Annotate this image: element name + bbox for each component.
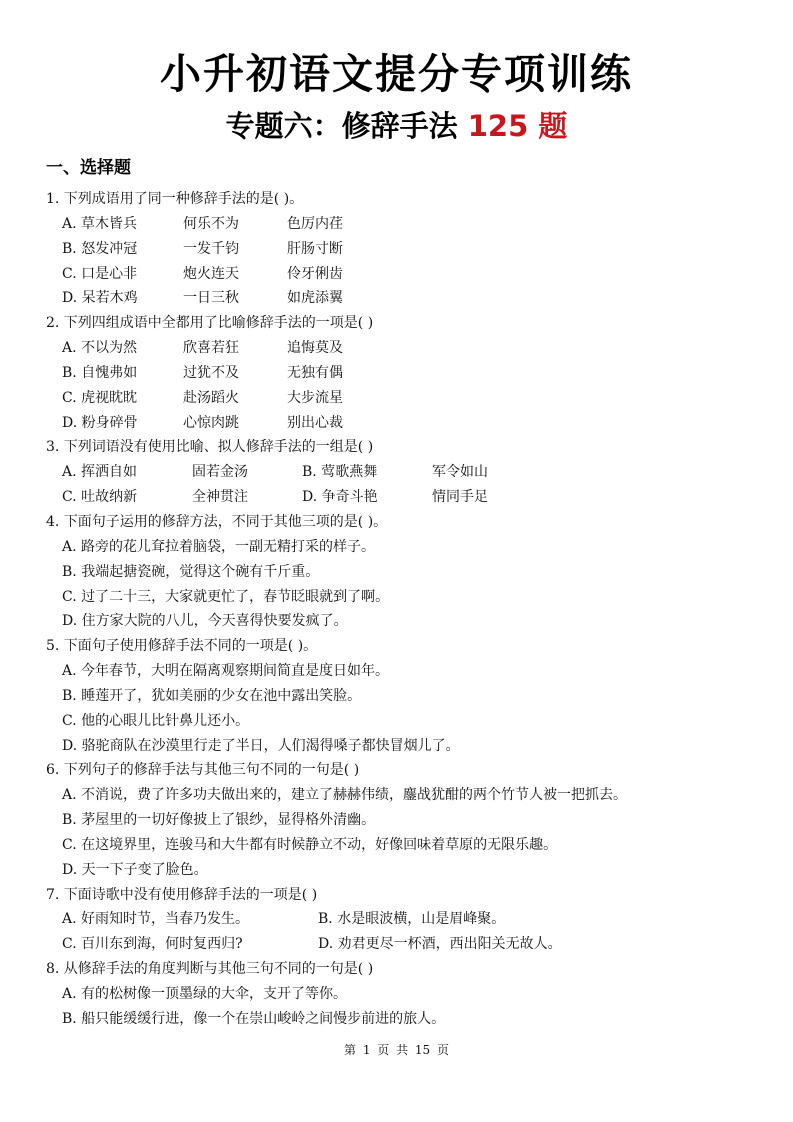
option-line: C. 在这境界里，连骏马和大牛都有时候静立不动，好像回味着草原的无限乐趣。 [62, 836, 558, 853]
option-cell: B. 怒发冲冠 [62, 240, 138, 257]
option-cell: 色厉内荏 [287, 215, 343, 232]
option-line: B. 茅屋里的一切好像披上了银纱，显得格外清幽。 [62, 812, 376, 829]
question-stem: 6. 下列句子的修辞手法与其他三句不同的一句是( ) [46, 762, 360, 779]
option-cell: D. 呆若木鸡 [62, 290, 138, 307]
option-row [0, 411, 793, 436]
option-cell: 追悔莫及 [287, 340, 343, 357]
question-stem: 1. 下列成语用了同一种修辞手法的是( )。 [46, 191, 304, 207]
option-cell: 过犹不及 [183, 364, 239, 381]
page-title: 小升初语文提分专项训练 [160, 50, 633, 98]
option-cell: 别出心裁 [287, 414, 343, 431]
option-cell: A. 草木皆兵 [62, 215, 138, 232]
option-line: B. 睡莲开了，犹如美丽的少女在池中露出笑脸。 [62, 687, 362, 704]
option-cell: B. 自愧弗如 [62, 364, 138, 381]
option-cell: 肝肠寸断 [287, 240, 343, 257]
option-cell: 赴汤蹈火 [183, 389, 239, 406]
option-cell: D. 劝君更尽一杯酒，西出阳关无故人。 [318, 936, 562, 953]
question-list [0, 187, 793, 1032]
option-cell: A. 挥洒自如 [62, 464, 138, 481]
option-cell: 一发千钧 [183, 240, 239, 257]
option-row [0, 336, 793, 361]
subtitle-prefix: 专题六：修辞手法 [225, 109, 458, 143]
option-cell: B. 莺歌燕舞 [302, 464, 378, 481]
option-row [0, 907, 793, 932]
option-row [0, 460, 793, 485]
option-row [0, 212, 793, 237]
option-cell: 军令如山 [432, 464, 488, 481]
option-line: A. 不消说，费了许多功夫做出来的，建立了赫赫伟绩，鏖战犹酣的两个竹节人被一把抓去。 [62, 787, 628, 804]
option-cell: 情同手足 [432, 489, 488, 506]
section-heading: 一、选择题 [46, 158, 131, 178]
option-cell: 何乐不为 [183, 215, 239, 232]
option-cell: B. 水是眼波横，山是眉峰聚。 [318, 911, 506, 928]
option-cell: 无独有偶 [287, 364, 343, 381]
option-cell: 一日三秋 [183, 290, 239, 307]
question-stem: 7. 下面诗歌中没有使用修辞手法的一项是( ) [46, 886, 318, 903]
option-cell: C. 吐故纳新 [62, 489, 138, 506]
option-cell: A. 好雨知时节，当春乃发生。 [62, 911, 250, 928]
question-stem: 4. 下面句子运用的修辞方法，不同于其他三项的是( )。 [46, 513, 388, 530]
option-cell: C. 口是心非 [62, 265, 138, 282]
option-line: D. 骆驼商队在沙漠里行走了半日，人们渴得嗓子都快冒烟儿了。 [62, 737, 460, 754]
question-stem: 3. 下列词语没有使用比喻、拟人修辞手法的一组是( ) [46, 439, 374, 456]
option-row [0, 485, 793, 510]
option-line: A. 路旁的花儿耷拉着脑袋，一副无精打采的样子。 [62, 538, 376, 555]
page-number: 第 1 页 共 15 页 [344, 1043, 449, 1057]
option-line: C. 他的心眼儿比针鼻儿还小。 [62, 712, 250, 729]
option-row [0, 286, 793, 311]
option-cell: 欣喜若狂 [183, 340, 239, 357]
option-row [0, 262, 793, 287]
question-stem: 2. 下列四组成语中全都用了比喻修辞手法的一项是( ) [46, 315, 374, 332]
option-cell: 如虎添翼 [287, 290, 343, 307]
option-cell: 炮火连天 [183, 265, 239, 282]
option-row [0, 237, 793, 262]
option-line: B. 船只能缓缓行进，像一个在崇山峻岭之间慢步前进的旅人。 [62, 1010, 446, 1027]
option-row [0, 932, 793, 957]
option-cell: 大步流星 [287, 389, 343, 406]
question-stem: 5. 下面句子使用修辞手法不同的一项是( )。 [46, 638, 318, 655]
subtitle-question-count: 125 题 [467, 109, 568, 143]
option-cell: 伶牙俐齿 [287, 265, 343, 282]
option-cell: A. 不以为然 [62, 340, 138, 357]
page-subtitle [0, 106, 793, 146]
option-line: B. 我端起搪瓷碗，觉得这个碗有千斤重。 [62, 563, 320, 580]
option-row [0, 386, 793, 411]
option-cell: 全神贯注 [192, 489, 248, 506]
option-cell: 固若金汤 [192, 464, 248, 481]
option-row [0, 361, 793, 386]
option-cell: D. 争奇斗艳 [302, 489, 378, 506]
option-line: D. 住方家大院的八儿，今天喜得快要发疯了。 [62, 613, 348, 630]
option-cell: D. 粉身碎骨 [62, 414, 138, 431]
question-stem: 8. 从修辞手法的角度判断与其他三句不同的一句是( ) [46, 961, 374, 978]
option-line: D. 天一下子变了脸色。 [62, 861, 208, 878]
option-line: C. 过了二十三，大家就更忙了，春节眨眼就到了啊。 [62, 588, 390, 605]
option-line: A. 有的松树像一顶墨绿的大伞，支开了等你。 [62, 986, 348, 1002]
option-cell: C. 百川东到海，何时复西归? [62, 936, 243, 953]
option-cell: C. 虎视眈眈 [62, 389, 138, 406]
option-line: A. 今年春节，大明在隔离观察期间简直是度日如年。 [62, 663, 390, 680]
option-cell: 心惊肉跳 [183, 414, 239, 431]
